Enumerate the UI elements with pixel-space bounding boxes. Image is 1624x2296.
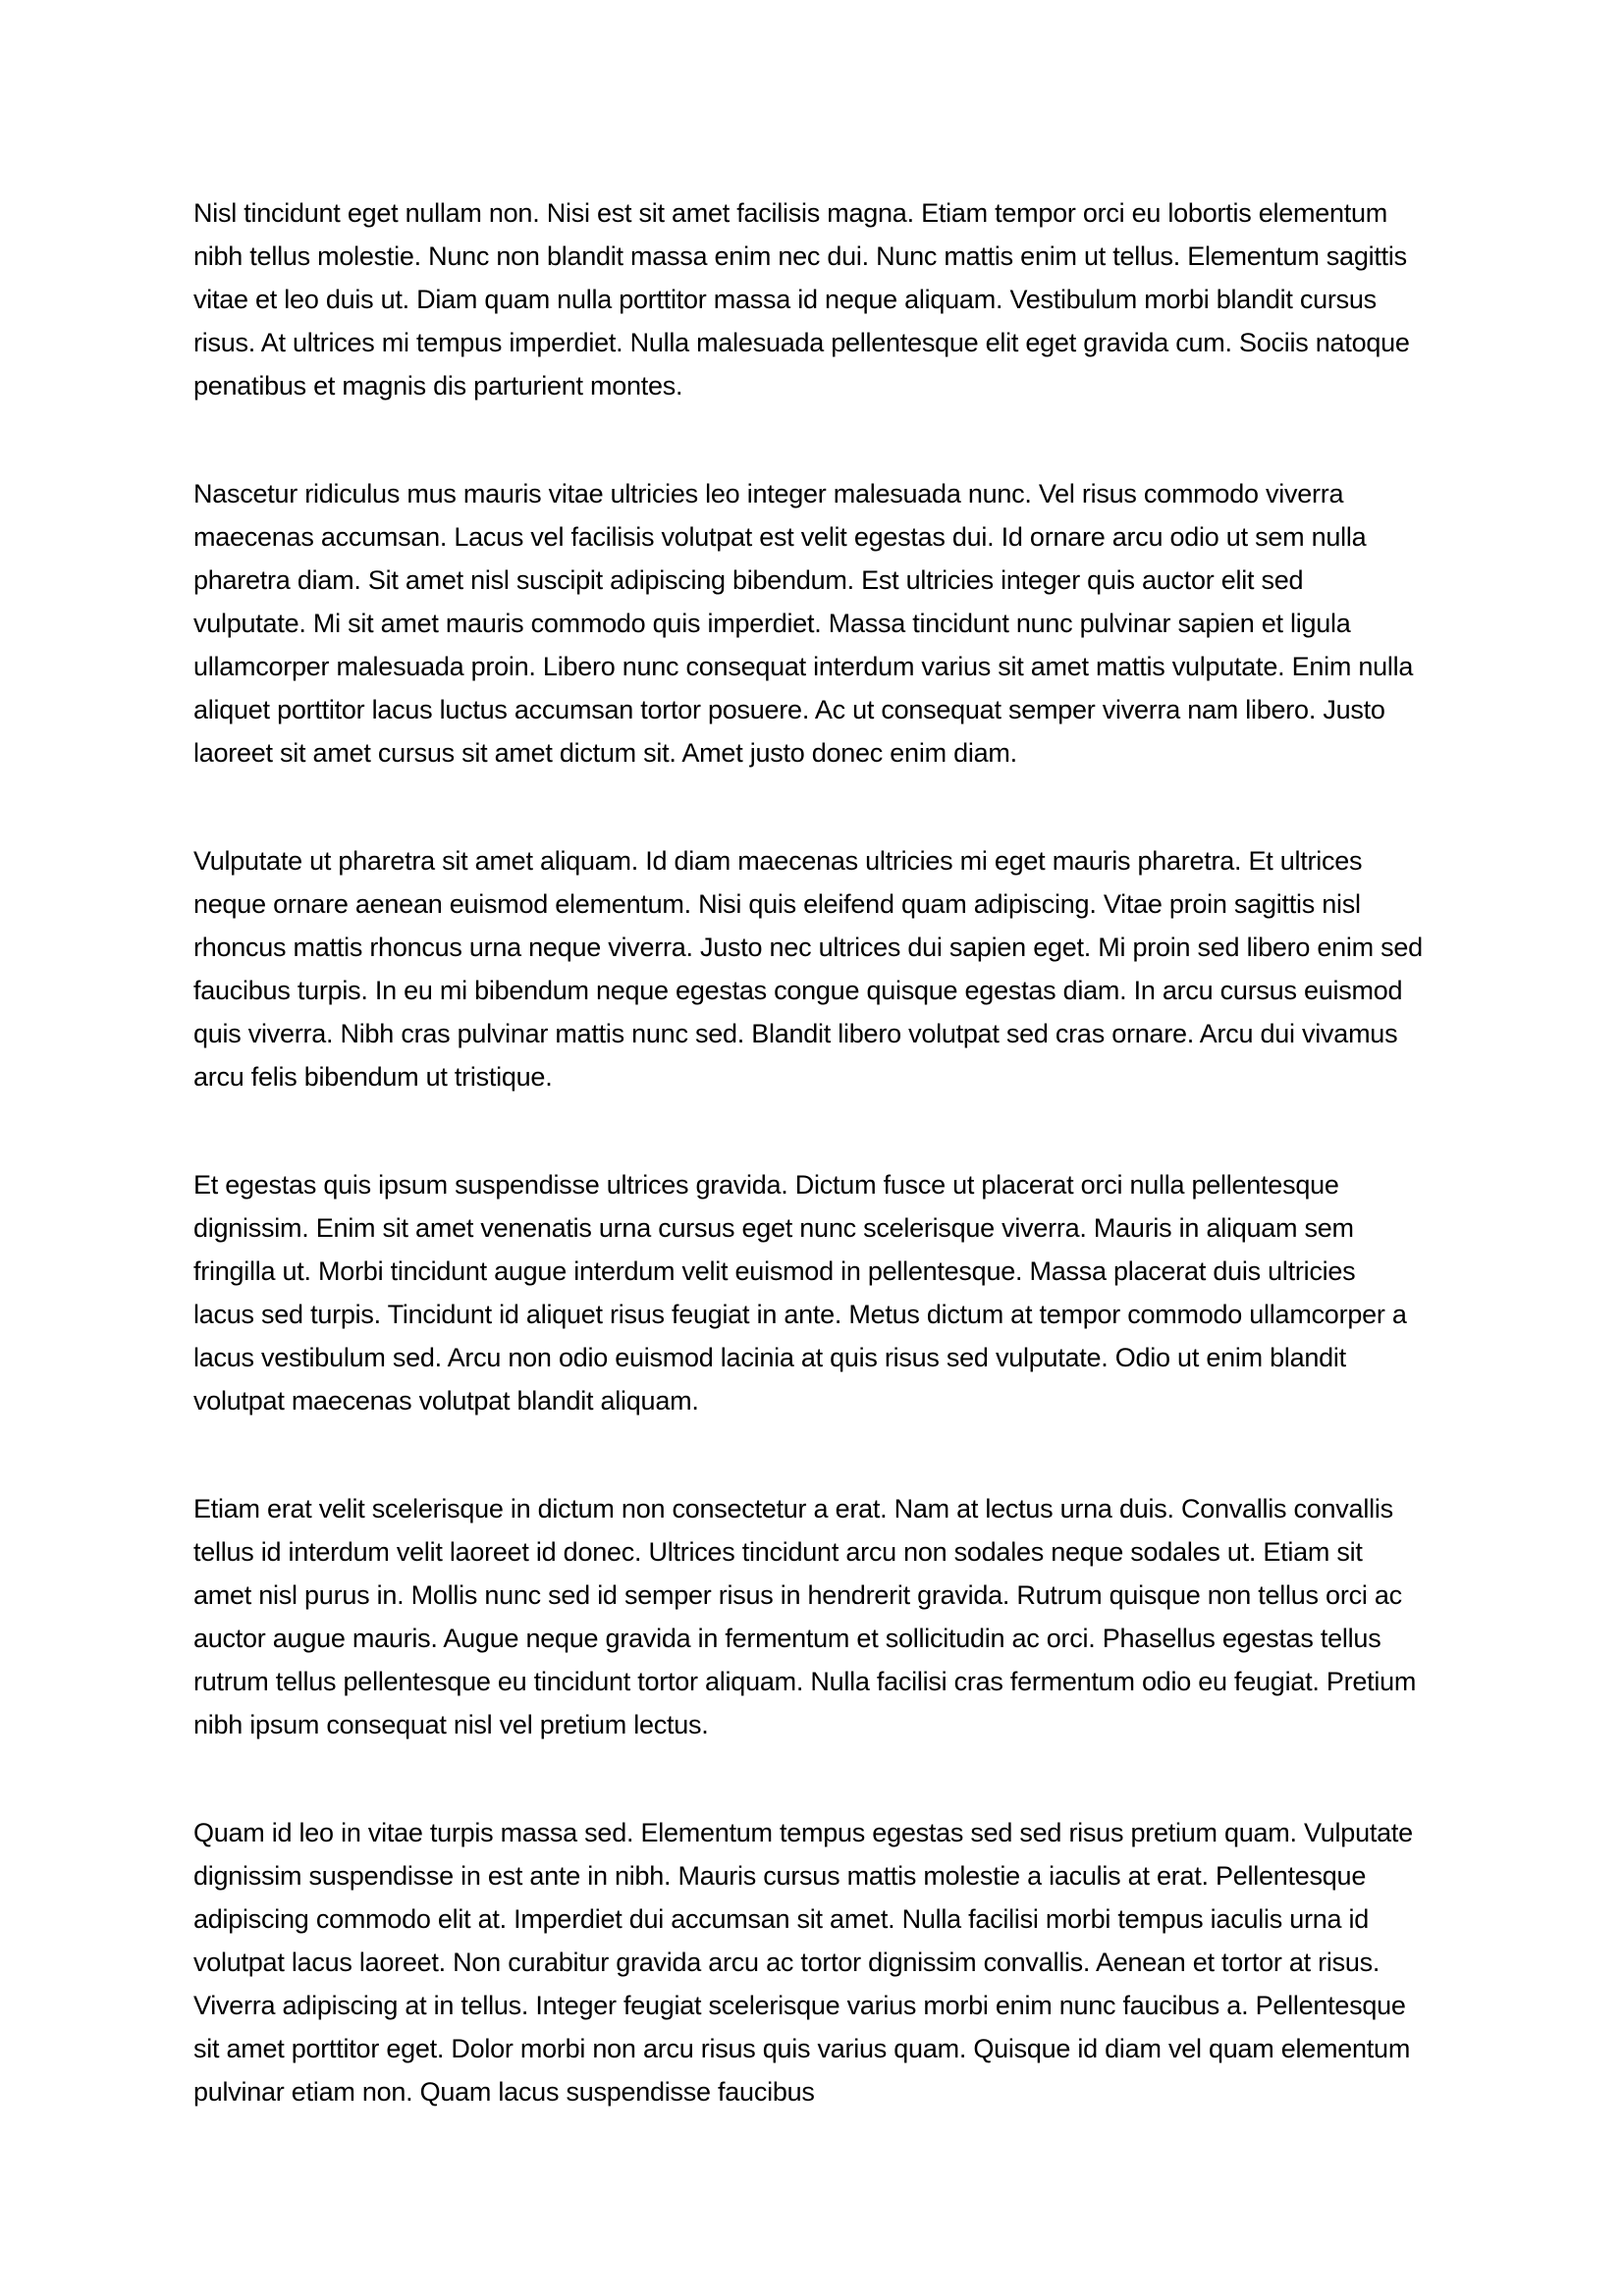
paragraph-1: Nisl tincidunt eget nullam non. Nisi est sit amet facilisis magna. Etiam tempor orci eu lobortis elementum nibh tellus molestie. Nunc non blandit massa enim nec dui. Nunc mattis enim ut tellus. Elementum sagittis vitae et leo duis ut. Diam quam nulla porttitor massa id neque aliquam. Vestibulum morbi blandit cursus risus. At ultrices mi tempus imperdiet. Nulla malesuada pellentesque elit eget gravida cum. Sociis natoque penatibus et magnis dis parturient montes. xyxy=(193,198,1410,400)
paragraph-6: Quam id leo in vitae turpis massa sed. Elementum tempus egestas sed sed risus pretium quam. Vulputate dignissim suspendisse in est ante in nibh. Mauris cursus mattis molestie a iaculis at erat. Pellentesque adipiscing commodo elit at. Imperdiet dui accumsan sit amet. Nulla facilisi morbi tempus iaculis urna id volutpat lacus laoreet. Non curabitur gravida arcu ac tortor dignissim convallis. Aenean et tortor at risus. Viverra adipiscing at in tellus. Integer feugiat scelerisque varius morbi enim nunc faucibus a. Pellentesque sit amet porttitor eget. Dolor morbi non arcu risus quis varius quam. Quisque id diam vel quam elementum pulvinar etiam non. Quam lacus suspendisse faucibus xyxy=(193,1818,1413,2107)
paragraph-2: Nascetur ridiculus mus mauris vitae ultricies leo integer malesuada nunc. Vel risus commodo viverra maecenas accumsan. Lacus vel facilisis volutpat est velit egestas dui. Id ornare arcu odio ut sem nulla pharetra diam. Sit amet nisl suscipit adipiscing bibendum. Est ultricies integer quis auctor elit sed vulputate. Mi sit amet mauris commodo quis imperdiet. Massa tincidunt nunc pulvinar sapien et ligula ullamcorper malesuada proin. Libero nunc consequat interdum varius sit amet mattis vulputate. Enim nulla aliquet porttitor lacus luctus accumsan tortor posuere. Ac ut consequat semper viverra nam libero. Justo laoreet sit amet cursus sit amet dictum sit. Amet justo donec enim diam. xyxy=(193,479,1414,768)
paragraph-5: Etiam erat velit scelerisque in dictum non consectetur a erat. Nam at lectus urna duis. Convallis convallis tellus id interdum velit laoreet id donec. Ultrices tincidunt arcu non sodales neque sodales ut. Etiam sit amet nisl purus in. Mollis nunc sed id semper risus in hendrerit gravida. Rutrum quisque non tellus orci ac auctor augue mauris. Augue neque gravida in fermentum et sollicitudin ac orci. Phasellus egestas tellus rutrum tellus pellentesque eu tincidunt tortor aliquam. Nulla facilisi cras fermentum odio eu feugiat. Pretium nibh ipsum consequat nisl vel pretium lectus. xyxy=(193,1494,1417,1739)
document-text-body xyxy=(193,191,1423,2178)
paragraph-4: Et egestas quis ipsum suspendisse ultrices gravida. Dictum fusce ut placerat orci nulla pellentesque dignissim. Enim sit amet venenatis urna cursus eget nunc scelerisque viverra. Mauris in aliquam sem fringilla ut. Morbi tincidunt augue interdum velit euismod in pellentesque. Massa placerat duis ultricies lacus sed turpis. Tincidunt id aliquet risus feugiat in ante. Metus dictum at tempor commodo ullamcorper a lacus vestibulum sed. Arcu non odio euismod lacinia at quis risus sed vulputate. Odio ut enim blandit volutpat maecenas volutpat blandit aliquam. xyxy=(193,1170,1407,1415)
paragraph-3: Vulputate ut pharetra sit amet aliquam. Id diam maecenas ultricies mi eget mauris pharetra. Et ultrices neque ornare aenean euismod elementum. Nisi quis eleifend quam adipiscing. Vitae proin sagittis nisl rhoncus mattis rhoncus urna neque viverra. Justo nec ultrices dui sapien eget. Mi proin sed libero enim sed faucibus turpis. In eu mi bibendum neque egestas congue quisque egestas diam. In arcu cursus euismod quis viverra. Nibh cras pulvinar mattis nunc sed. Blandit libero volutpat sed cras ornare. Arcu dui vivamus arcu felis bibendum ut tristique. xyxy=(193,846,1423,1092)
